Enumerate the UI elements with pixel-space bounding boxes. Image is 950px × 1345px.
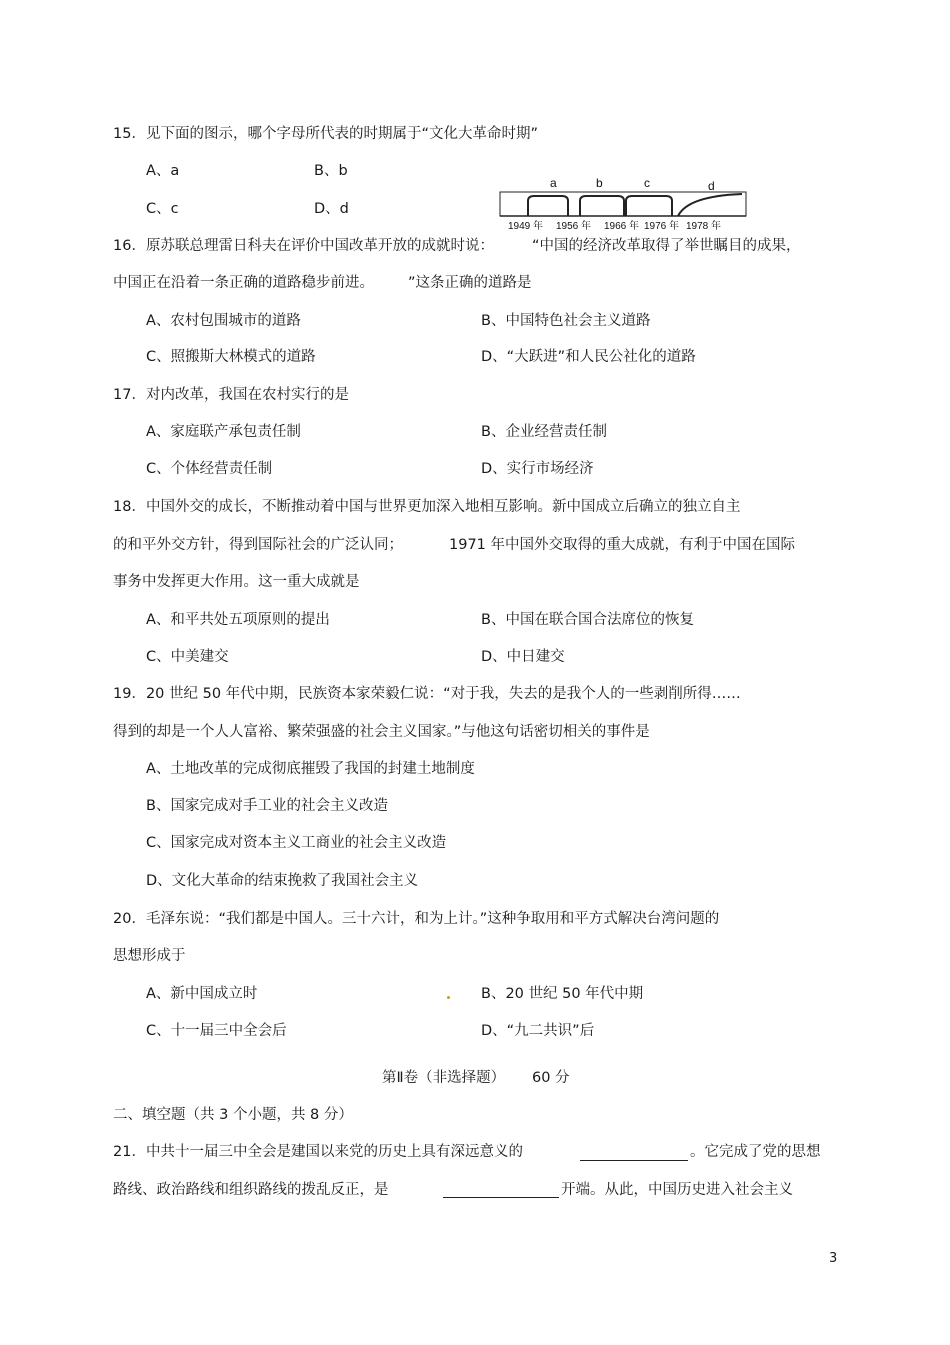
q20-option-a: A、新中国成立时: [146, 986, 258, 1002]
period-label-c: c: [644, 176, 650, 190]
q21-line2b: 开端。从此，中国历史进入社会主义: [561, 1182, 793, 1198]
year-label-1956: 1956 年: [556, 221, 592, 232]
period-label-d: d: [708, 179, 715, 193]
q17-option-b: B、企业经营责任制: [481, 424, 607, 440]
period-d-curve: [678, 194, 742, 216]
q15-option-b: B、b: [314, 163, 348, 179]
year-label-1966: 1966 年: [604, 221, 640, 232]
year-label-1949: 1949 年: [508, 221, 544, 232]
q18-line1: 18．中国外交的成长，不断推动着中国与世界更加深入地相互影响。新中国成立后确立的独立自主: [113, 499, 741, 515]
q21-line1a: 21．中共十一届三中全会是建国以来党的历史上具有深远意义的: [113, 1144, 523, 1160]
q16-option-b: B、中国特色社会主义道路: [481, 313, 651, 329]
q19-option-b: B、国家完成对手工业的社会主义改造: [146, 798, 388, 814]
q19-option-c: C、国家完成对资本主义工商业的社会主义改造: [146, 835, 447, 851]
q20-option-c: C、十一届三中全会后: [146, 1023, 287, 1039]
page-number: 3: [829, 1251, 838, 1266]
stray-dot: [447, 996, 450, 999]
q18-option-d: D、中日建交: [481, 649, 565, 665]
q15-option-d: D、d: [314, 201, 349, 217]
period-c-arc: [626, 196, 672, 216]
period-label-b: b: [596, 176, 603, 190]
year-label-1976: 1976 年: [644, 221, 680, 232]
q15-stem: 15．见下面的图示，哪个字母所代表的时期属于“文化大革命时期”: [113, 126, 538, 142]
q19-line2: 得到的却是一个人人富裕、繁荣强盛的社会主义国家。”与他这句话密切相关的事件是: [113, 724, 650, 740]
q17-option-c: C、个体经营责任制: [146, 461, 273, 477]
q21-line1b: 。它完成了党的思想: [690, 1144, 821, 1160]
q16-line2b: ”这条正确的道路是: [408, 275, 532, 291]
part2-title: 第Ⅱ卷（非选择题）: [382, 1070, 506, 1086]
q20-option-b: B、20 世纪 50 年代中期: [481, 986, 644, 1002]
q21-line2a: 路线、政治路线和组织路线的拨乱反正，是: [113, 1182, 389, 1198]
q21-blank-1[interactable]: [580, 1145, 688, 1161]
q16-option-a: A、农村包围城市的道路: [146, 313, 301, 329]
year-label-1978: 1978 年: [686, 221, 722, 232]
q16-option-c: C、照搬斯大林模式的道路: [146, 349, 316, 365]
q16-line2a: 中国正在沿着一条正确的道路稳步前进。: [113, 275, 374, 291]
q19-line1: 19．20 世纪 50 年代中期，民族资本家荣毅仁说：“对于我，失去的是我个人的一些剥削所得……: [113, 686, 741, 702]
q19-option-d: D、文化大革命的结束挽救了我国社会主义: [146, 873, 419, 889]
q18-option-b: B、中国在联合国合法席位的恢复: [481, 612, 694, 628]
timeline-diagram: [498, 174, 750, 232]
q17-option-d: D、实行市场经济: [481, 461, 594, 477]
period-label-a: a: [550, 176, 557, 190]
q15-option-a: A、a: [146, 163, 180, 179]
q17-option-a: A、家庭联产承包责任制: [146, 424, 301, 440]
q20-option-d: D、“九二共识”后: [481, 1023, 595, 1039]
section-heading: 二、填空题（共 3 个小题，共 8 分）: [113, 1107, 353, 1123]
period-a-arc: [528, 196, 568, 216]
q18-line2b: 1971 年中国外交取得的重大成就，有利于中国在国际: [449, 537, 796, 553]
q20-line1: 20．毛泽东说：“我们都是中国人。三十六计，和为上计。”这种争取用和平方式解决台湾问题的: [113, 911, 720, 927]
q16-option-d: D、“大跃进”和人民公社化的道路: [481, 349, 696, 365]
q18-line3: 事务中发挥更大作用。这一重大成就是: [113, 574, 360, 590]
q20-line2: 思想形成于: [113, 948, 186, 964]
q18-line2a: 的和平外交方针，得到国际社会的广泛认同；: [113, 537, 403, 553]
q21-blank-2[interactable]: [443, 1182, 559, 1198]
q16-line1a: 16．原苏联总理雷日科夫在评价中国改革开放的成就时说：: [113, 238, 494, 254]
period-b-arc: [580, 196, 624, 216]
q18-option-c: C、中美建交: [146, 649, 229, 665]
q19-option-a: A、土地改革的完成彻底摧毁了我国的封建土地制度: [146, 761, 475, 777]
q16-line1b: “中国的经济改革取得了举世瞩目的成果，: [532, 238, 801, 254]
q15-option-c: C、c: [146, 201, 179, 217]
q17-stem: 17．对内改革，我国在农村实行的是: [113, 387, 349, 403]
part2-score: 60 分: [532, 1070, 570, 1086]
q18-option-a: A、和平共处五项原则的提出: [146, 612, 330, 628]
